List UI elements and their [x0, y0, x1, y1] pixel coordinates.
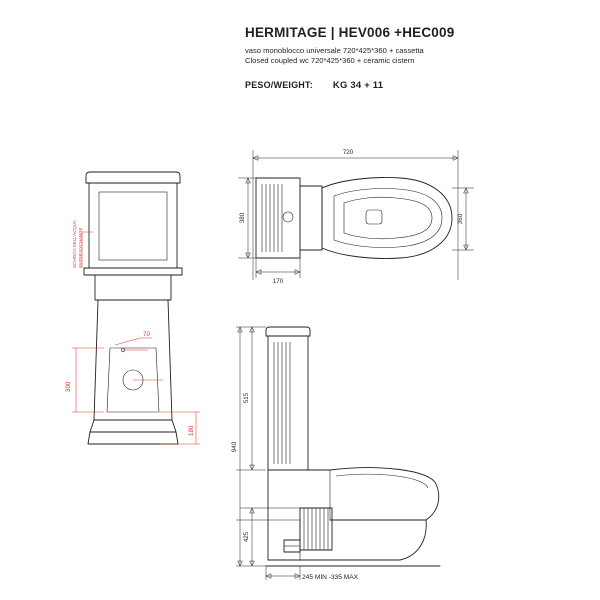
- weight-label: PESO/WEIGHT:: [245, 80, 313, 91]
- dim-base-range: 245 MIN -335 MAX: [302, 574, 359, 581]
- front-elevation-view: [65, 172, 200, 444]
- dim-425: 425: [243, 531, 250, 543]
- dim-300: 300: [65, 381, 72, 392]
- dim-720: 720: [342, 149, 354, 156]
- subtitle-english: Closed coupled wc 720*425*360 + ceramic cistern: [245, 56, 415, 66]
- front-note-it: SCARICO DELL'ACQUA: [72, 220, 77, 268]
- side-elevation-view: [231, 327, 440, 581]
- dim-170: 170: [272, 278, 284, 285]
- subtitle-italian: vaso monoblocco universale 720*425*360 + cassetta: [245, 45, 424, 55]
- page-title: HERMITAGE | HEV006 +HEC009: [245, 25, 455, 40]
- front-note-en: WATER EXCHANGE: [78, 227, 83, 268]
- dim-70: 70: [143, 331, 150, 338]
- top-plan-view: [238, 149, 474, 285]
- dim-360: 360: [457, 213, 464, 225]
- weight-value: KG 34 + 11: [332, 80, 384, 92]
- dim-180: 180: [188, 425, 195, 436]
- dim-940: 940: [231, 441, 238, 453]
- dim-515: 515: [243, 392, 250, 404]
- dim-380: 380: [239, 212, 246, 224]
